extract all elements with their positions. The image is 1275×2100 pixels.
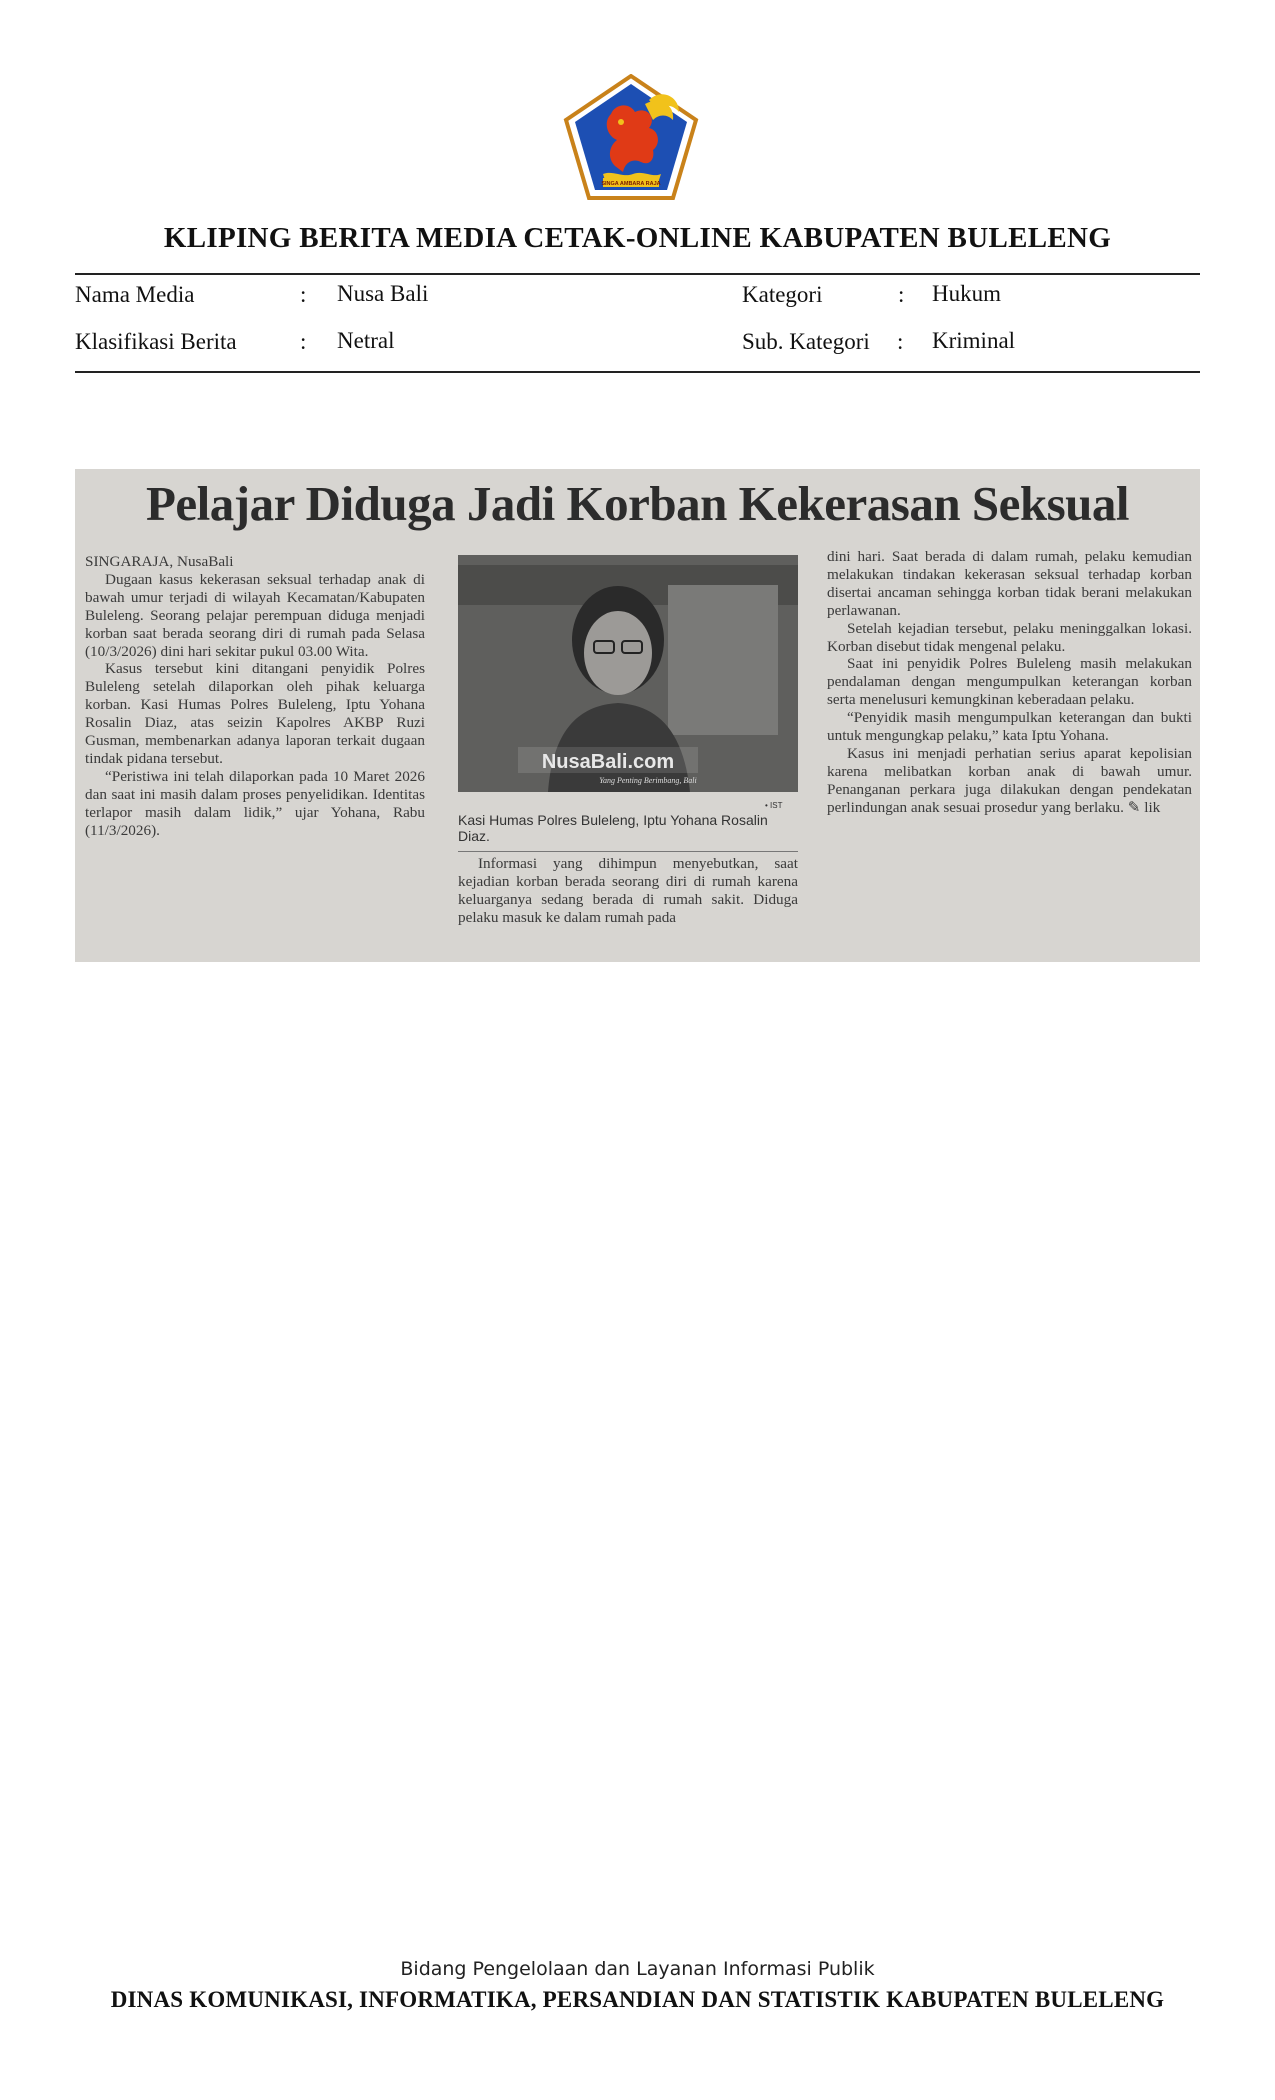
emblem-svg — [563, 74, 699, 202]
kategori-value: Hukum — [932, 281, 1001, 306]
header-rule-bottom — [75, 371, 1200, 373]
sub-kategori-label: Sub. Kategori — [742, 329, 870, 354]
kategori-label: Kategori — [742, 282, 823, 307]
article-column-1 — [85, 553, 425, 840]
article-headline: Pelajar Diduga Jadi Korban Kekerasan Seksual — [145, 476, 1130, 531]
article-paragraph: Dugaan kasus kekerasan seksual terhadap anak di bawah umur terjadi di wilayah Kecamatan/Kabupaten Buleleng. Seorang pelajar perempuan diduga menjadi korban saat berada seorang diri di rumah pada Selasa (10/3/2026) dini hari sekitar pukul 03.00 Wita. — [85, 570, 425, 660]
photo-credit: • IST — [765, 801, 783, 810]
footer-agency: DINAS KOMUNIKASI, INFORMATIKA, PERSANDIAN DAN STATISTIK KABUPATEN BULELENG — [110, 1987, 1165, 2012]
svg-text:SINGA AMBARA RAJA: SINGA AMBARA RAJA — [601, 181, 661, 187]
klasifikasi-label: Klasifikasi Berita — [75, 329, 237, 354]
article-paragraph: Kasus tersebut kini ditangani penyidik Polres Buleleng setelah dilaporkan oleh pihak keluarga korban. Kasi Humas Polres Buleleng, Iptu Yohana Rosalin Diaz, atas seizin Kapolres AKBP Ruzi Gusman, membenarkan adanya laporan terkait dugaan tindak pidana tersebut. — [85, 660, 425, 767]
article-paragraph: “Penyidik masih mengumpulkan keterangan dan bukti untuk mengungkap pelaku,” kata Iptu Yohana. — [827, 709, 1192, 745]
header-rule-top — [75, 273, 1200, 275]
footer-department: Bidang Pengelolaan dan Layanan Informasi Publik — [400, 1958, 875, 1980]
sub-kategori-value: Kriminal — [932, 328, 1016, 353]
colon: : — [300, 329, 307, 354]
article-paragraph: Saat ini penyidik Polres Buleleng masih melakukan pendalaman dengan mengumpulkan keterangan korban serta menelusuri kemungkinan keberadaan pelaku. — [827, 655, 1192, 709]
colon: : — [300, 282, 307, 307]
page-title: KLIPING BERITA MEDIA CETAK-ONLINE KABUPATEN BULELENG — [163, 222, 1112, 254]
colon: : — [898, 282, 905, 307]
article-paragraph: Setelah kejadian tersebut, pelaku meninggalkan lokasi. Korban disebut tidak mengenal pelaku. — [827, 619, 1192, 655]
article-paragraph: Informasi yang dihimpun menyebutkan, saat kejadian korban berada seorang diri di rumah karena keluarganya sedang berada di rumah sakit. Diduga pelaku masuk ke dalam rumah pada — [458, 855, 798, 926]
klasifikasi-value: Netral — [337, 328, 395, 353]
nama-media-label: Nama Media — [75, 282, 195, 307]
colon: : — [897, 329, 904, 354]
nama-media-value: Nusa Bali — [337, 281, 429, 306]
photo-caption: Kasi Humas Polres Buleleng, Iptu Yohana Rosalin Diaz. — [458, 812, 768, 844]
article-paragraph: dini hari. Saat berada di dalam rumah, pelaku kemudian melakukan tindakan kekerasan seksual terhadap korban disertai ancaman sehingga korban tidak berani melakukan perlawanan. — [827, 548, 1192, 619]
buleleng-emblem-logo — [563, 74, 699, 202]
article-paragraph: “Peristiwa ini telah dilaporkan pada 10 Maret 2026 dan saat ini masih dalam proses penyelidikan. Identitas terlapor masih dalam lidik,” ujar Yohana, Rabu (11/3/2026). — [85, 767, 425, 839]
newspaper-clipping — [75, 469, 1200, 962]
photo-tagline: Yang Penting Berimbang, Bali — [599, 776, 697, 785]
article-paragraph: Kasus ini menjadi perhatian serius aparat kepolisian karena melibatkan korban anak di bawah umur. Penanganan perkara juga dilakukan dengan pendekatan perlindungan anak sesuai prosedur yang berlaku. ✎ lik — [827, 744, 1192, 816]
photo-watermark: NusaBali.com — [541, 751, 675, 773]
article-photo — [458, 555, 798, 792]
photo-illustration — [458, 555, 798, 792]
caption-divider — [458, 851, 798, 852]
article-dateline: SINGARAJA, NusaBali — [85, 553, 234, 570]
article-column-2 — [458, 855, 798, 927]
article-column-3 — [827, 548, 1192, 817]
